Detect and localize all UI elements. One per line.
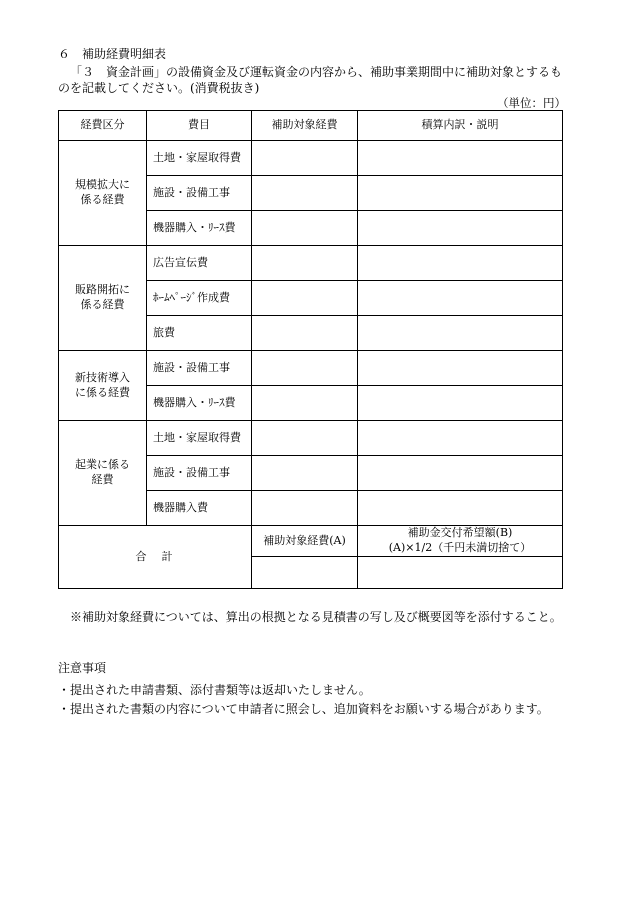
cautions-title: 注意事項 xyxy=(58,661,107,675)
breakdown-cell[interactable] xyxy=(358,351,563,386)
category-label: 販路開拓に xyxy=(75,283,130,297)
table-row xyxy=(59,141,563,176)
breakdown-cell[interactable] xyxy=(358,421,563,456)
amount-cell[interactable] xyxy=(252,211,358,246)
amount-cell[interactable] xyxy=(252,176,358,211)
category-label: 規模拡大に xyxy=(75,178,130,192)
item-cell: 旅費 xyxy=(147,316,252,351)
unit-label: （単位：円） xyxy=(497,96,566,110)
category-label: 係る経費 xyxy=(80,298,125,311)
table-row xyxy=(59,421,563,456)
grant-request-amount-cell[interactable] xyxy=(358,557,563,589)
header-category: 経費区分 xyxy=(59,111,147,141)
section-title: ６ 補助経費明細表 xyxy=(58,47,167,61)
item-cell: 施設・設備工事 xyxy=(147,351,252,386)
category-cell xyxy=(59,246,147,351)
amount-cell[interactable] xyxy=(252,351,358,386)
amount-cell[interactable] xyxy=(252,316,358,351)
table-row xyxy=(59,351,563,386)
amount-cell[interactable] xyxy=(252,456,358,491)
grant-request-line1: 補助金交付希望額(B) xyxy=(407,526,513,540)
grant-request-line2: (A)×1/2（千円未満切捨て） xyxy=(388,541,532,554)
amount-cell[interactable] xyxy=(252,421,358,456)
item-cell: ﾎｰﾑﾍﾟｰｼﾞ作成費 xyxy=(147,281,252,316)
item-cell: 機器購入費 xyxy=(147,491,252,526)
category-cell xyxy=(59,141,147,246)
subsidy-target-label: 補助対象経費(A) xyxy=(252,526,358,557)
caution-item: ・提出された書類の内容について申請者に照会し、追加資料をお願いする場合があります。 xyxy=(58,702,549,716)
item-cell: 施設・設備工事 xyxy=(147,456,252,491)
amount-cell[interactable] xyxy=(252,281,358,316)
category-label: 係る経費 xyxy=(80,193,125,206)
total-label: 合 計 xyxy=(59,526,252,589)
expense-detail-table xyxy=(58,110,563,589)
amount-cell[interactable] xyxy=(252,491,358,526)
category-label: 新技術導入 xyxy=(75,370,130,384)
category-label: 起業に係る xyxy=(75,458,130,472)
breakdown-cell[interactable] xyxy=(358,176,563,211)
breakdown-cell[interactable] xyxy=(358,141,563,176)
subsidy-target-total-cell[interactable] xyxy=(252,557,358,589)
breakdown-cell[interactable] xyxy=(358,281,563,316)
amount-cell[interactable] xyxy=(252,141,358,176)
breakdown-cell[interactable] xyxy=(358,316,563,351)
table-row xyxy=(59,246,563,281)
category-cell xyxy=(59,421,147,526)
caution-item: ・提出された申請書類、添付書類等は返却いたしません。 xyxy=(58,683,371,697)
item-cell: 機器購入・ﾘｰｽ費 xyxy=(147,211,252,246)
table-header-row xyxy=(59,111,563,141)
grant-request-label xyxy=(358,526,563,557)
breakdown-cell[interactable] xyxy=(358,491,563,526)
intro-text-line2: のを記載してください。(消費税抜き) xyxy=(58,81,260,95)
attachment-note: ※補助対象経費については、算出の根拠となる見積書の写し及び概要図等を添付すること。 xyxy=(70,610,562,624)
item-cell: 機器購入・ﾘｰｽ費 xyxy=(147,386,252,421)
breakdown-cell[interactable] xyxy=(358,246,563,281)
item-cell: 広告宣伝費 xyxy=(147,246,252,281)
header-item: 費目 xyxy=(147,111,252,141)
header-breakdown: 積算内訳・説明 xyxy=(358,111,563,141)
category-cell xyxy=(59,351,147,421)
item-cell: 施設・設備工事 xyxy=(147,176,252,211)
total-header-row xyxy=(59,526,563,557)
breakdown-cell[interactable] xyxy=(358,386,563,421)
item-cell: 土地・家屋取得費 xyxy=(147,141,252,176)
intro-text-line1: 「３ 資金計画」の設備資金及び運転資金の内容から、補助事業期間中に補助対象とするも xyxy=(70,65,563,79)
amount-cell[interactable] xyxy=(252,386,358,421)
breakdown-cell[interactable] xyxy=(358,456,563,491)
item-cell: 土地・家屋取得費 xyxy=(147,421,252,456)
category-label: に係る経費 xyxy=(75,385,130,399)
category-label: 経費 xyxy=(91,473,114,486)
breakdown-cell[interactable] xyxy=(358,211,563,246)
header-subsidy-target: 補助対象経費 xyxy=(252,111,358,141)
amount-cell[interactable] xyxy=(252,246,358,281)
